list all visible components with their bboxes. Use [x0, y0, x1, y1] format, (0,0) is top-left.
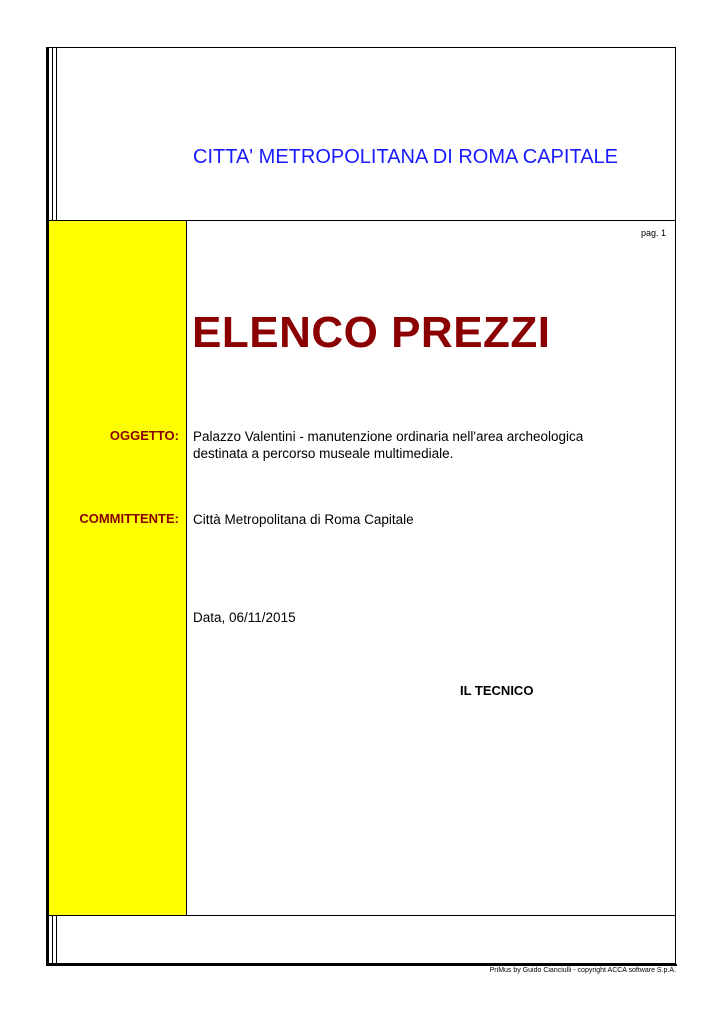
- committente-value: Città Metropolitana di Roma Capitale: [193, 512, 414, 527]
- footer-separator: [48, 915, 676, 916]
- double-line-bottom-1: [52, 915, 53, 964]
- oggetto-label: OGGETTO:: [109, 428, 179, 443]
- signature-label: IL TECNICO: [460, 683, 534, 698]
- footer-credit: PriMus by Guido Cianciulli - copyright ACCA software S.p.A.: [489, 967, 676, 974]
- left-border-thick: [46, 47, 48, 966]
- oggetto-line-1: Palazzo Valentini - manutenzione ordinaria nell'area archeologica: [193, 429, 584, 444]
- document-title: ELENCO PREZZI: [192, 308, 551, 357]
- bottom-border-thick: [46, 964, 677, 966]
- document-date: Data, 06/11/2015: [193, 610, 296, 625]
- committente-label: COMMITTENTE:: [79, 511, 179, 526]
- double-line-top-1: [52, 47, 53, 221]
- page-number: pag. 1: [640, 228, 666, 238]
- double-line-top-2: [56, 47, 57, 221]
- yellow-sidebar: [49, 221, 187, 915]
- oggetto-value: [193, 428, 583, 462]
- double-line-bottom-2: [56, 915, 57, 964]
- oggetto-line-2: destinata a percorso museale multimediale.: [193, 446, 454, 461]
- organization-header: CITTA' METROPOLITANA DI ROMA CAPITALE: [193, 146, 618, 168]
